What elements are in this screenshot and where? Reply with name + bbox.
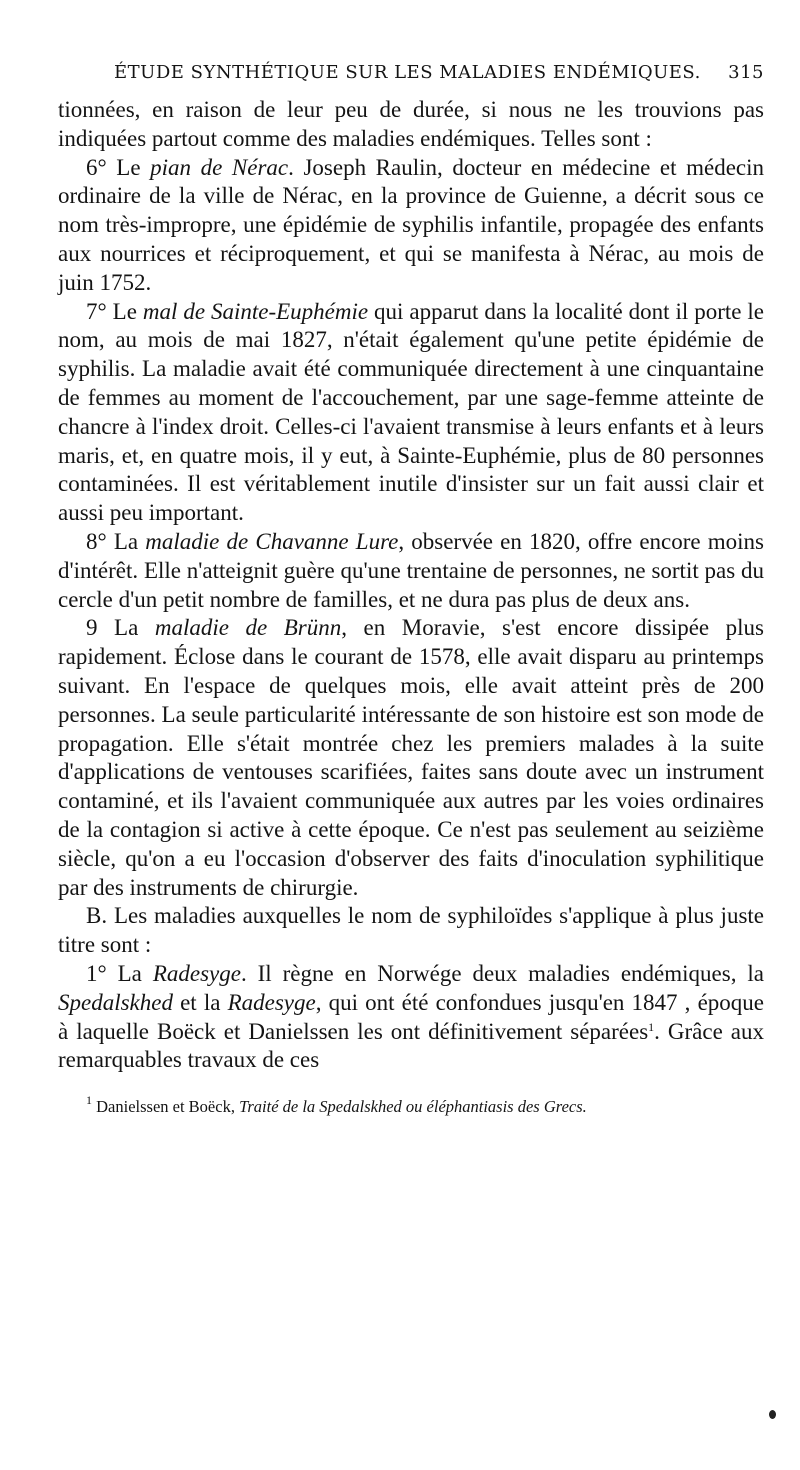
text-run: 6° Le [86,154,151,180]
text-run: B. Les maladies auxquelles le nom de syphiloïdes s'applique à plus juste titre sont : [58,903,764,958]
footnote-marker: 1 [86,1093,92,1108]
running-head [58,62,764,96]
italic-text: pian de Nérac [150,154,289,180]
text-run: . Joseph Raulin, docteur en médecine et médecin ordinaire de la ville de Nérac, en la province de Guienne, a décrit sous ce nom très-impropre, une épidémie de syphilis infantile, propagée des enfants aux nourrices et réciproquement, et qui se manifesta à Nérac, au mois de juin 1752. [58,154,764,295]
italic-text: Traité de la Spedalskhed ou éléphantiasis des Grecs. [239,1097,587,1117]
ink-dot [769,1410,776,1419]
paragraph [58,298,764,528]
text-run: tionnées, en raison de leur peu de durée, si nous ne les trouvions pas indiquées partout comme des maladies endémiques. Telles sont : [58,97,764,151]
page [58,62,764,1117]
page-number: 315 [728,62,764,83]
text-run: 8° La [86,528,146,554]
paragraph [58,154,764,298]
paragraph [58,960,764,1075]
paragraph [58,96,764,154]
text-run: , qui ont été confondues jusqu'en 1847 , époque à laquelle Boëck et Danielssen les ont définitivement séparées [58,989,764,1044]
text-run: 1° La [86,960,153,986]
paragraph [58,528,764,614]
text-run: Danielssen et Boëck, [92,1097,240,1117]
text-run: 9 La [86,615,155,641]
text-run: , observée en 1820, offre encore moins d'intérêt. Elle n'atteignit guère qu'une trentaine de personnes, ne sortit pas du cercle d'un petit nombre de familles, et ne dura pas plus de deux ans. [58,528,764,612]
footnote-ref: 1 [648,1019,655,1034]
paragraph [58,902,764,960]
footnote [58,1093,764,1117]
paragraph [58,614,764,902]
text-run: . Grâce aux remarquables travaux de ces [58,1018,764,1073]
italic-text: maladie de Brünn [154,615,342,641]
running-head-title: ÉTUDE SYNTHÉTIQUE SUR LES MALADIES ENDÉMIQUES. [114,62,701,83]
text-run: 7° Le [86,298,143,324]
italic-text: mal de Sainte-Euphémie [142,298,369,324]
italic-text: maladie de Chavanne Lure [145,528,399,554]
italic-text: Radesyge [227,989,316,1015]
text-run: . Il règne en Norwége deux maladies endémiques, la [240,960,764,986]
text-run: et la [172,989,228,1015]
body-text [58,96,764,1075]
italic-text: Radesyge [152,960,241,986]
italic-text: Spedalskhed [58,989,173,1015]
footnote-text [92,1097,587,1116]
text-run: qui apparut dans la localité dont il porte le nom, au mois de mai 1827, n'était également qu'une petite épidémie de syphilis. La maladie avait été communiquée directement à une cinquantaine de femmes au moment de l'accouchement, par une sage-femme atteinte de chancre à l'index droit. Celles-ci l'avaient transmise à leurs enfants et à leurs maris, et, en quatre mois, il y eut, à Sainte-Euphémie, plus de 80 personnes contaminées. Il est véritablement inutile d'insister sur un fait aussi clair et aussi peu important. [58,298,765,526]
text-run: , en Moravie, s'est encore dissipée plus rapidement. Éclose dans le courant de 1578, elle avait disparu au printemps suivant. En l'espace de quelques mois, elle avait atteint près de 200 personnes. La seule particularité intéressante de son histoire est son mode de propagation. Elle s'était montrée chez les premiers malades à la suite d'applications de ventouses scarifiées, faites sans doute avec un instrument contaminé, et ils l'avaient communiquée aux autres par les voies ordinaires de la contagion si active à cette époque. Ce n'est pas seulement au seizième siècle, qu'on a eu l'occasion d'observer des faits d'inoculation syphilitique par des instruments de chirurgie. [58,615,764,900]
